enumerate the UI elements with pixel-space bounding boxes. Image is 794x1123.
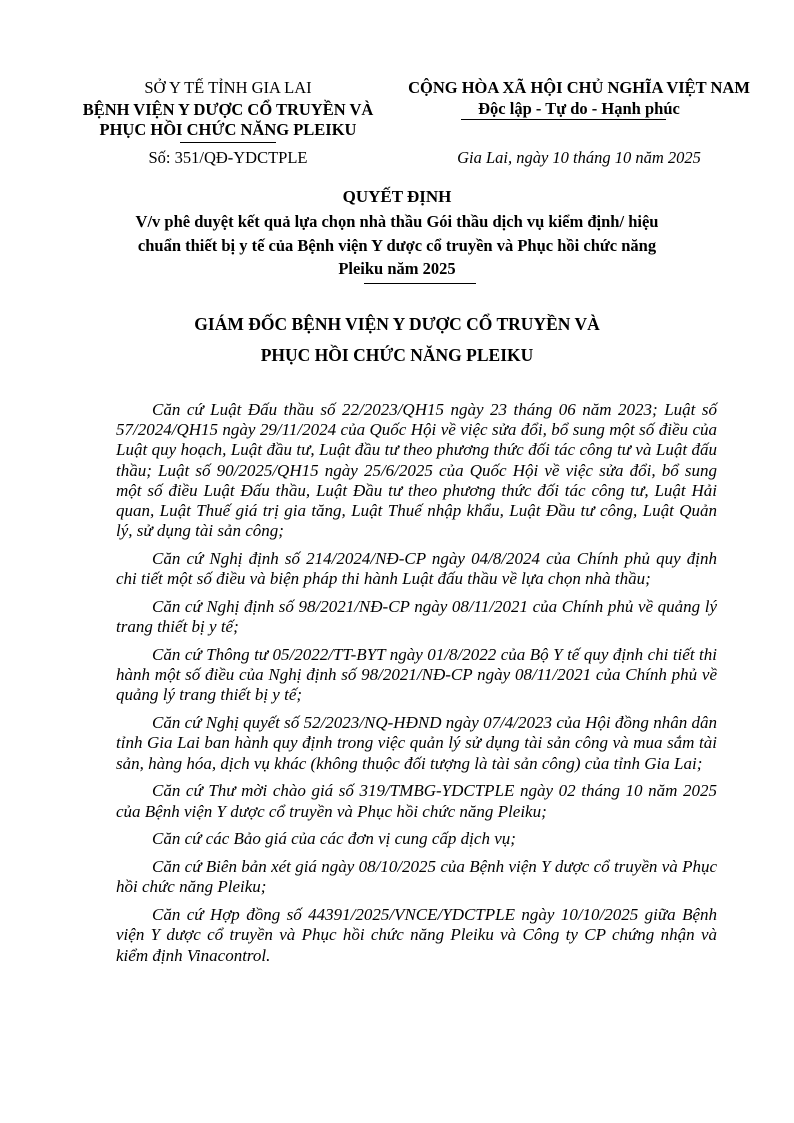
legal-basis-paragraph: Căn cứ Nghị định số 98/2021/NĐ-CP ngày 08/11/2021 của Chính phủ về quảng lý trang thiết bị y tế; [116,597,717,637]
legal-basis-paragraph: Căn cứ Nghị quyết số 52/2023/NQ-HĐND ngày 07/4/2023 của Hội đồng nhân dân tỉnh Gia Lai ban hành quy định trong việc quản lý sử dụng tài sản công và mua sắm tài sản, hàng hóa, dịch vụ khác (không thuộc đối tượng là tài sản công) của tỉnh Gia Lai; [116,713,717,773]
subject-underline [364,283,476,284]
document-date: Gia Lai, ngày 10 tháng 10 năm 2025 [457,148,701,167]
legal-basis-paragraph: Căn cứ Hợp đồng số 44391/2025/VNCE/YDCTPLE ngày 10/10/2025 giữa Bệnh viện Y dược cổ truyền và Phục hồi chức năng Pleiku và Công ty CP chứng nhận và kiểm định Vinacontrol. [116,905,717,965]
organization-name-line1: BỆNH VIỆN Y DƯỢC CỔ TRUYỀN VÀ [82,100,374,119]
issuing-authority-line1: GIÁM ĐỐC BỆNH VIỆN Y DƯỢC CỔ TRUYỀN VÀ [194,314,600,334]
legal-basis-paragraph: Căn cứ Thông tư 05/2022/TT-BYT ngày 01/8/2022 của Bộ Y tế quy định chi tiết thi hành một số điều của Nghị định số 98/2021/NĐ-CP ngày 08/11/2021 của Chính phủ về quảng lý trang thiết bị y tế; [116,645,717,705]
document-number: Số: 351/QĐ-YDCTPLE [148,148,308,167]
legal-basis-paragraph: Căn cứ Nghị định số 214/2024/NĐ-CP ngày 04/8/2024 của Chính phủ quy định chi tiết một số điều và biện pháp thi hành Luật đấu thầu về lựa chọn nhà thầu; [116,549,717,589]
document-subject-line1: V/v phê duyệt kết quả lựa chọn nhà thầu Gói thầu dịch vụ kiểm định/ hiệu [135,212,659,231]
legal-basis-paragraph: Căn cứ Thư mời chào giá số 319/TMBG-YDCTPLE ngày 02 tháng 10 năm 2025 của Bệnh viện Y dược cổ truyền và Phục hồi chức năng Pleiku; [116,781,717,821]
document-subject-line3: Pleiku năm 2025 [338,259,456,278]
legal-basis-paragraph: Căn cứ Biên bản xét giá ngày 08/10/2025 của Bệnh viện Y dược cổ truyền và Phục hồi chức năng Pleiku; [116,857,717,897]
national-motto: Độc lập - Tự do - Hạnh phúc [478,99,680,118]
organization-name-line2: PHỤC HỒI CHỨC NĂNG PLEIKU [99,120,357,139]
org-underline [180,142,276,143]
national-title: CỘNG HÒA XÃ HỘI CHỦ NGHĨA VIỆT NAM [408,78,750,97]
ministry-name: SỞ Y TẾ TỈNH GIA LAI [144,78,312,97]
legal-basis-paragraph: Căn cứ Luật Đấu thầu số 22/2023/QH15 ngày 23 tháng 06 năm 2023; Luật số 57/2024/QH15 ngày 29/11/2024 của Quốc Hội về việc sửa đổi, bổ sung một số điều của Luật quy hoạch, Luật đầu tư, Luật đầu tư theo phương thức đối tác công tư và Luật đấu thầu; Luật số 90/2025/QH15 ngày 25/6/2025 của Quốc Hội về việc sửa đổi, bổ sung một số điều Luật Đấu thầu, Luật Đầu tư theo phương thức đối tác công tư, Luật Hải quan, Luật Thuế giá trị gia tăng, Luật Thuế nhập khẩu, Luật Đầu tư công, Luật Quản lý, sử dụng tài sản công; [116,400,717,541]
legal-basis-paragraph: Căn cứ các Bảo giá của các đơn vị cung cấp dịch vụ; [152,829,516,849]
legal-basis-section [116,400,717,973]
document-type: QUYẾT ĐỊNH [342,187,452,206]
issuing-authority-line2: PHỤC HỒI CHỨC NĂNG PLEIKU [260,345,534,365]
motto-underline [461,119,666,120]
document-subject-line2: chuẩn thiết bị y tế của Bệnh viện Y dược cổ truyền và Phục hồi chức năng [137,236,657,255]
